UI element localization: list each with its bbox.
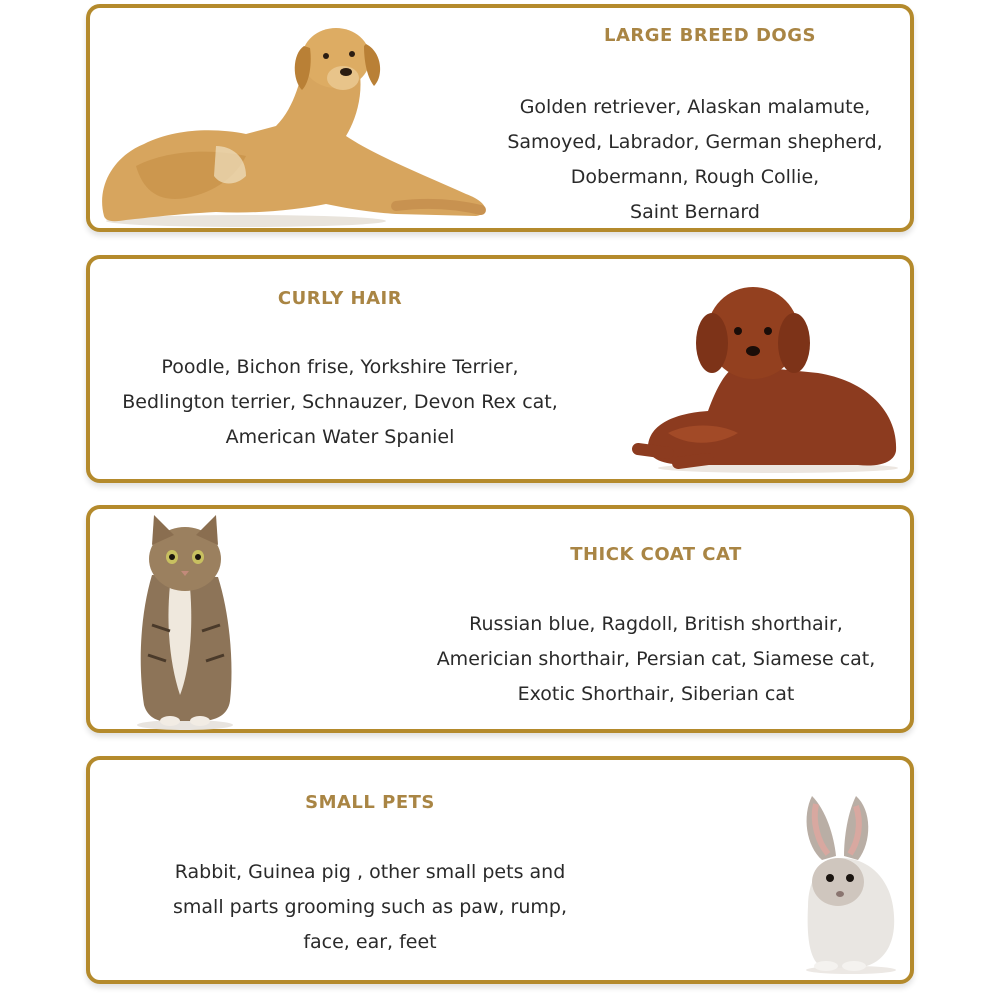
golden-retriever-image [96,16,496,231]
card-title: THICK COAT CAT [570,544,742,565]
description-line: Samoyed, Labrador, German shepherd, [507,131,883,153]
description-line: Saint Bernard [630,201,760,223]
card-description [130,855,610,960]
description-line: Russian blue, Ragdoll, British shorthair, [469,613,843,635]
card-large-breed-dogs [86,4,914,232]
description-line: Rabbit, Guinea pig , other small pets and [174,861,566,883]
description-line: Golden retriever, Alaskan malamute, [519,96,871,118]
description-line: American Water Spaniel [225,426,455,448]
card-title: SMALL PETS [305,792,435,813]
description-line: Bedlington terrier, Schnauzer, Devon Rex cat, [122,391,558,413]
card-title: LARGE BREED DOGS [604,25,816,46]
poodle-image [628,273,908,473]
description-line: Exotic Shorthair, Siberian cat [517,683,795,705]
rabbit-image [796,796,906,976]
card-small-pets [86,756,914,984]
description-line: Americian shorthair, Persian cat, Siamese cat, [436,648,876,670]
description-line: Poodle, Bichon frise, Yorkshire Terrier, [161,356,519,378]
card-description [490,90,900,230]
description-line: face, ear, feet [303,931,437,953]
card-curly-hair [86,255,914,483]
description-line: Dobermann, Rough Collie, [570,166,820,188]
description-line: small parts grooming such as paw, rump, [172,896,568,918]
tabby-kitten-image [130,515,240,731]
card-description [416,607,896,712]
card-description [100,350,580,455]
card-thick-coat-cat [86,505,914,733]
card-title: CURLY HAIR [277,288,403,309]
